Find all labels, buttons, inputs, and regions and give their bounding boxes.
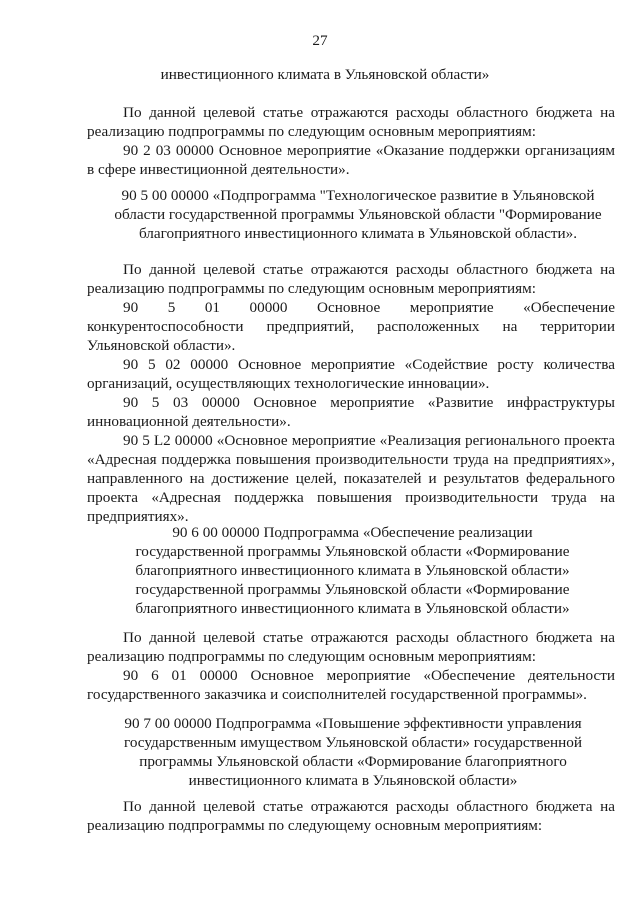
section-4 [87, 797, 615, 835]
section-2-item-3: 90 5 03 00000 Основное мероприятие «Развитие инфраструктуры инновационной деятельности». [87, 394, 615, 430]
subprogram-7-heading: 90 7 00 00000 Подпрограмма «Повышение эффективности управления государственным имуществом Ульяновской области» государственной программы Ульяновской области «Формирование благоприятного инвестиционного климата в Ульяновской области» [123, 715, 583, 789]
subprogram-5-heading: 90 5 00 00000 «Подпрограмма "Технологическое развитие в Ульяновской области государственной программы Ульяновской области "Формирование благоприятного инвестиционного климата в Ульяновской области». [114, 187, 602, 242]
subprogram-6-heading: 90 6 00 00000 Подпрограмма «Обеспечение реализации государственной программы Ульяновской области «Формирование благоприятного инвестиционного климата в Ульяновской области» государственной программы Ульяновской области «Формирование благоприятного инвестиционного климата в Ульяновской области» [135, 524, 570, 617]
section-2-item-1: 90 5 01 00000 Основное мероприятие «Обеспечение конкурентоспособности предприятий, расположенных на территории Ульяновской области». [87, 299, 615, 354]
section-2 [87, 260, 615, 526]
section-1 [87, 103, 615, 179]
section-1-item-1: 90 2 03 00000 Основное мероприятие «Оказание поддержки организациям в сфере инвестиционной деятельности». [87, 142, 615, 178]
section-3-item-1: 90 6 01 00000 Основное мероприятие «Обеспечение деятельности государственного заказчика и соисполнителей государственной программы». [87, 667, 615, 703]
heading-tail: инвестиционного климата в Ульяновской области» [160, 66, 490, 83]
section-2-item-4: 90 5 L2 00000 «Основное мероприятие «Реализация регионального проекта «Адресная поддержка повышения производительности труда на предприятиях», направленного на достижение целей, показателей и результатов федерального проекта «Адресная поддержка повышения производительности труда на предприятиях». [87, 432, 615, 525]
section-1-intro: По данной целевой статье отражаются расходы областного бюджета на реализацию подпрограммы по следующим основным мероприятиям: [87, 104, 615, 140]
section-3-intro: По данной целевой статье отражаются расходы областного бюджета на реализацию подпрограммы по следующим основным мероприятиям: [87, 629, 615, 665]
page-number: 27 [312, 32, 328, 49]
section-4-intro: По данной целевой статье отражаются расходы областного бюджета на реализацию подпрограммы по следующему основным мероприятиям: [87, 798, 615, 834]
section-2-item-2: 90 5 02 00000 Основное мероприятие «Содействие росту количества организаций, осуществляющих технологические инновации». [87, 356, 615, 392]
section-3 [87, 628, 615, 704]
section-2-intro: По данной целевой статье отражаются расходы областного бюджета на реализацию подпрограммы по следующим основным мероприятиям: [87, 261, 615, 297]
